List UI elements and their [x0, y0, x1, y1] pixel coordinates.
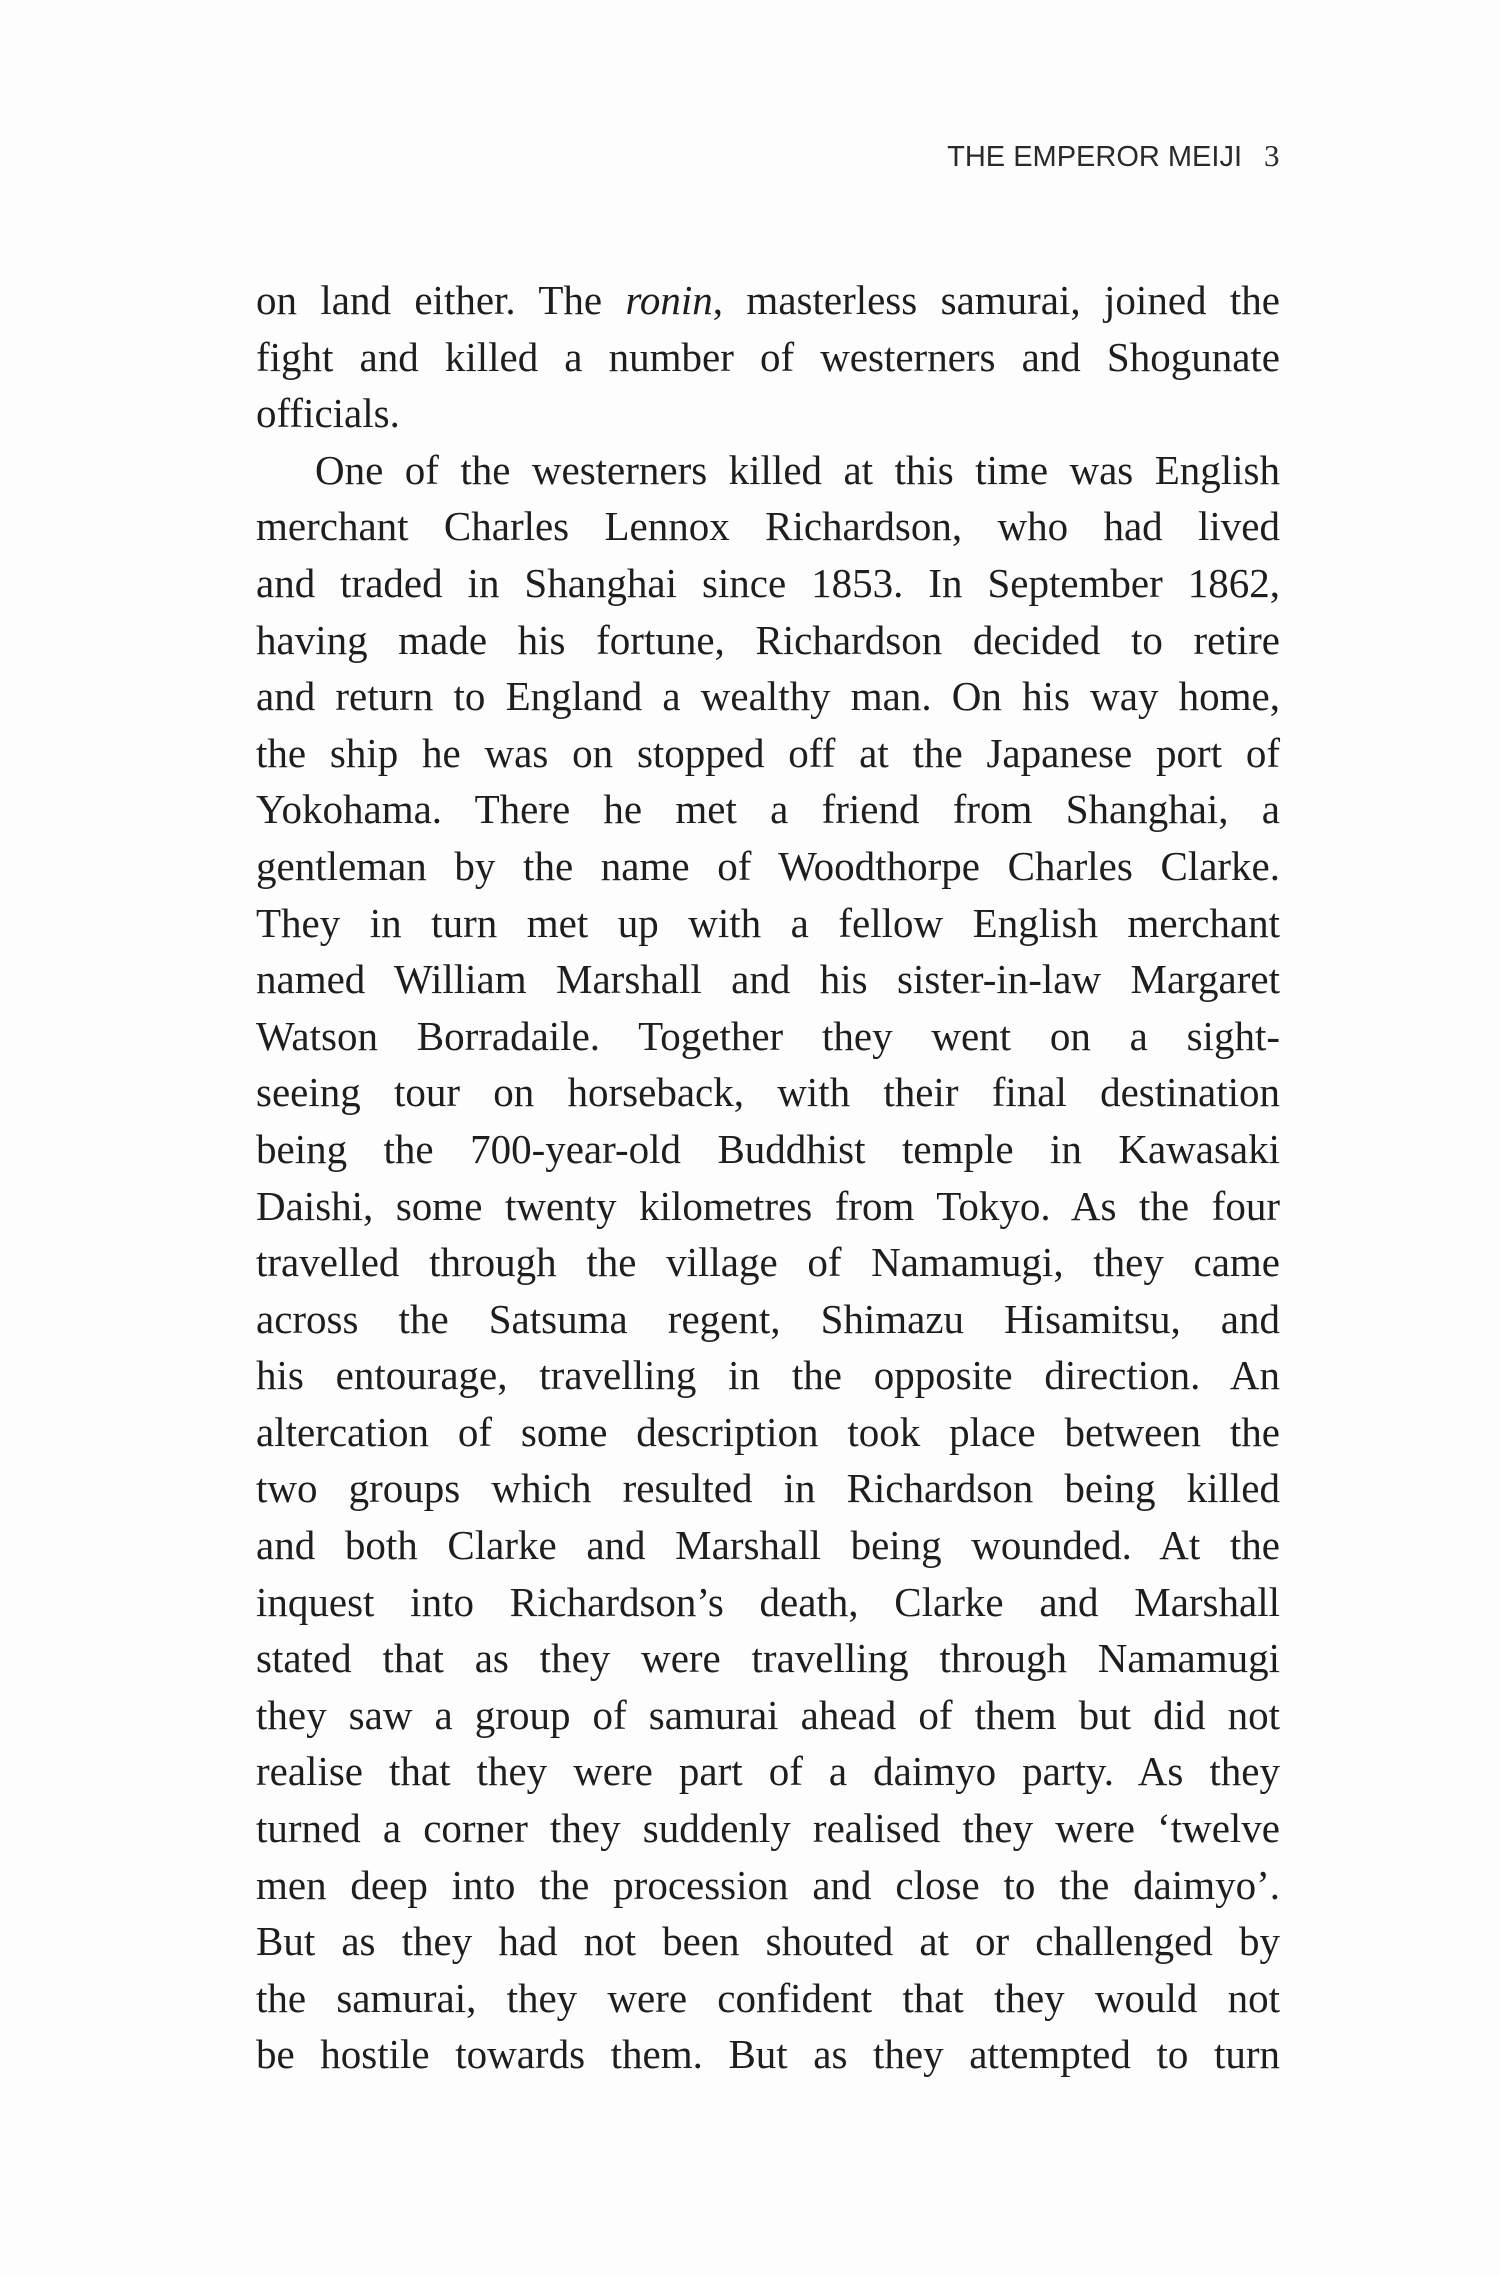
text-line: Yokohama. There he met a friend from Shanghai, a — [256, 786, 1280, 833]
page-number: 3 — [1264, 138, 1280, 173]
paragraph-first-line: One of the westerners killed at this time was English — [315, 446, 1280, 493]
text-line: Watson Borradaile. Together they went on a sight- — [256, 1012, 1280, 1059]
text-line: be hostile towards them. But as they attempted to turn — [256, 2031, 1280, 2078]
text-line: they saw a group of samurai ahead of them but did not — [256, 1691, 1280, 1738]
text-line: having made his fortune, Richardson decided to retire — [256, 616, 1280, 663]
text-line: merchant Charles Lennox Richardson, who had lived — [256, 503, 1280, 550]
text-line: They in turn met up with a fellow English merchant — [256, 899, 1280, 946]
running-title: THE EMPEROR MEIJI — [947, 141, 1242, 173]
text-line: across the Satsuma regent, Shimazu Hisamitsu, and — [256, 1295, 1280, 1342]
text-line: turned a corner they suddenly realised they were ‘twelve — [256, 1805, 1280, 1852]
text-line: inquest into Richardson’s death, Clarke and Marshall — [256, 1578, 1280, 1625]
text-line: named William Marshall and his sister-in-law Margaret — [256, 956, 1280, 1003]
text-line: fight and killed a number of westerners and Shogunate — [256, 333, 1280, 380]
text-line: and traded in Shanghai since 1853. In September 1862, — [256, 559, 1280, 606]
text-line: travelled through the village of Namamugi, they came — [256, 1239, 1280, 1286]
text-line: the ship he was on stopped off at the Japanese port of — [256, 729, 1280, 776]
text-line: gentleman by the name of Woodthorpe Charles Clarke. — [256, 842, 1280, 889]
text-line: the samurai, they were confident that they would not — [256, 1974, 1280, 2021]
text-line: Daishi, some twenty kilometres from Tokyo. As the four — [256, 1182, 1280, 1229]
text-line: two groups which resulted in Richardson being killed — [256, 1465, 1280, 1512]
running-header — [947, 138, 1280, 174]
text-line: being the 700-year-old Buddhist temple in Kawasaki — [256, 1125, 1280, 1172]
text-line: men deep into the procession and close to the daimyo’. — [256, 1861, 1280, 1908]
emphasized-term: ronin — [625, 277, 713, 323]
text-line: and return to England a wealthy man. On his way home, — [256, 673, 1280, 720]
body-text — [256, 272, 1280, 2083]
text-line: seeing tour on horseback, with their final destination — [256, 1069, 1280, 1116]
text-line: on land either. The ronin, masterless samurai, joined the — [256, 277, 1280, 323]
text-line: stated that as they were travelling through Namamugi — [256, 1635, 1280, 1682]
text-line: officials. — [256, 390, 400, 437]
text-line: realise that they were part of a daimyo party. As they — [256, 1748, 1280, 1795]
text-line: altercation of some description took place between the — [256, 1408, 1280, 1455]
text-line: But as they had not been shouted at or challenged by — [256, 1918, 1280, 1965]
text-line: and both Clarke and Marshall being wounded. At the — [256, 1522, 1280, 1569]
text-line: his entourage, travelling in the opposite direction. An — [256, 1352, 1280, 1399]
